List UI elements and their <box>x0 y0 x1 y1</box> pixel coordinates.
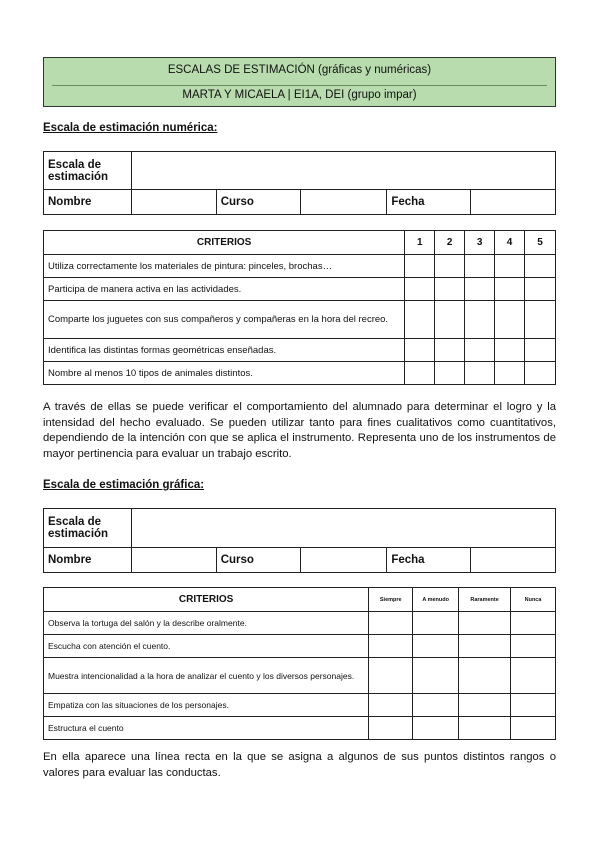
date-label: Fecha <box>387 548 471 573</box>
criterion-text: Empatiza con las situaciones de los personajes. <box>44 694 369 717</box>
criteria-header: CRITERIOS <box>44 588 369 612</box>
date-value <box>471 548 556 573</box>
criterion-text: Comparte los juguetes con sus compañeros y compañeras en la hora del recreo. <box>44 301 405 339</box>
rating-cell <box>465 255 495 278</box>
rating-cell <box>405 278 435 301</box>
rating-cell <box>413 658 459 694</box>
table-row <box>44 658 556 694</box>
rating-cell <box>511 635 556 658</box>
criterion-text: Estructura el cuento <box>44 717 369 740</box>
column-header: 4 <box>495 231 525 255</box>
rating-cell <box>435 301 465 339</box>
criteria-header: CRITERIOS <box>44 231 405 255</box>
course-label: Curso <box>216 548 300 573</box>
date-value <box>471 190 556 215</box>
document-authors: MARTA Y MICAELA | EI1A, DEI (grupo impar) <box>182 89 417 101</box>
table-row <box>44 278 556 301</box>
column-header: 3 <box>465 231 495 255</box>
rating-cell <box>435 255 465 278</box>
rating-cell <box>511 612 556 635</box>
graphic-info-table <box>43 508 556 573</box>
rating-cell <box>465 278 495 301</box>
rating-cell <box>465 301 495 339</box>
rating-cell <box>405 339 435 362</box>
rating-cell <box>495 339 525 362</box>
column-header: 2 <box>435 231 465 255</box>
document-title: ESCALAS DE ESTIMACIÓN (gráficas y numéricas) <box>167 64 432 76</box>
column-header: A menudo <box>413 588 459 612</box>
header-box <box>43 57 556 107</box>
rating-cell <box>459 612 511 635</box>
rating-cell <box>459 658 511 694</box>
column-header: 5 <box>525 231 556 255</box>
rating-cell <box>525 255 556 278</box>
criterion-text: Identifica las distintas formas geométricas enseñadas. <box>44 339 405 362</box>
numeric-info-table <box>43 151 556 215</box>
graphic-criteria-table <box>43 587 556 740</box>
column-header: Nunca <box>511 588 556 612</box>
rating-cell <box>511 694 556 717</box>
rating-cell <box>413 612 459 635</box>
graphic-description: En ella aparece una línea recta en la que se asigna a algunos de sus puntos distintos rangos o valores para evaluar las conductas. <box>43 751 556 779</box>
header-divider <box>52 85 547 86</box>
name-label: Nombre <box>44 190 132 215</box>
rating-cell <box>465 362 495 385</box>
graphic-section-title: Escala de estimación gráfica: <box>43 479 205 491</box>
course-value <box>300 190 387 215</box>
rating-cell <box>435 278 465 301</box>
column-header: 1 <box>405 231 435 255</box>
name-value <box>131 548 216 573</box>
table-row <box>44 612 556 635</box>
table-row <box>44 717 556 740</box>
rating-cell <box>525 362 556 385</box>
rating-cell <box>495 301 525 339</box>
rating-cell <box>413 694 459 717</box>
scale-label: Escala de estimación <box>44 152 132 190</box>
rating-cell <box>525 278 556 301</box>
table-row <box>44 301 556 339</box>
scale-value <box>131 509 555 548</box>
rating-cell <box>459 717 511 740</box>
rating-cell <box>405 362 435 385</box>
rating-cell <box>369 694 413 717</box>
criterion-text: Escucha con atención el cuento. <box>44 635 369 658</box>
rating-cell <box>369 717 413 740</box>
rating-cell <box>459 694 511 717</box>
name-label: Nombre <box>44 548 132 573</box>
numeric-criteria-table <box>43 230 556 385</box>
name-value <box>131 190 216 215</box>
rating-cell <box>525 339 556 362</box>
criterion-text: Muestra intencionalidad a la hora de analizar el cuento y los diversos personajes. <box>44 658 369 694</box>
numeric-section-title: Escala de estimación numérica: <box>43 122 218 134</box>
rating-cell <box>413 635 459 658</box>
rating-cell <box>459 635 511 658</box>
scale-value <box>131 152 555 190</box>
criterion-text: Utiliza correctamente los materiales de pintura: pinceles, brochas… <box>44 255 405 278</box>
criterion-text: Participa de manera activa en las actividades. <box>44 278 405 301</box>
rating-cell <box>435 362 465 385</box>
rating-cell <box>405 301 435 339</box>
rating-cell <box>495 278 525 301</box>
table-row <box>44 339 556 362</box>
rating-cell <box>369 658 413 694</box>
rating-cell <box>495 362 525 385</box>
rating-cell <box>495 255 525 278</box>
rating-cell <box>413 717 459 740</box>
table-row <box>44 362 556 385</box>
criterion-text: Observa la tortuga del salón y la describe oralmente. <box>44 612 369 635</box>
course-label: Curso <box>216 190 300 215</box>
rating-cell <box>511 658 556 694</box>
column-header: Raramente <box>459 588 511 612</box>
rating-cell <box>435 339 465 362</box>
rating-cell <box>525 301 556 339</box>
table-row <box>44 635 556 658</box>
course-value <box>300 548 387 573</box>
column-header: Siempre <box>369 588 413 612</box>
table-row <box>44 255 556 278</box>
rating-cell <box>369 635 413 658</box>
criterion-text: Nombre al menos 10 tipos de animales distintos. <box>44 362 405 385</box>
rating-cell <box>511 717 556 740</box>
rating-cell <box>369 612 413 635</box>
rating-cell <box>405 255 435 278</box>
table-row <box>44 694 556 717</box>
numeric-description: A través de ellas se puede verificar el comportamiento del alumnado para determinar el logro y la intensidad del hecho evaluado. Se pueden utilizar tanto para fines cualitativos como cuantitativos, dependiendo de la intención con que se aplica el instrumento. Representa uno de los instrumentos de mayor pertinencia para evaluar un trabajo escrito. <box>43 401 556 460</box>
date-label: Fecha <box>387 190 471 215</box>
rating-cell <box>465 339 495 362</box>
scale-label: Escala de estimación <box>44 509 132 548</box>
